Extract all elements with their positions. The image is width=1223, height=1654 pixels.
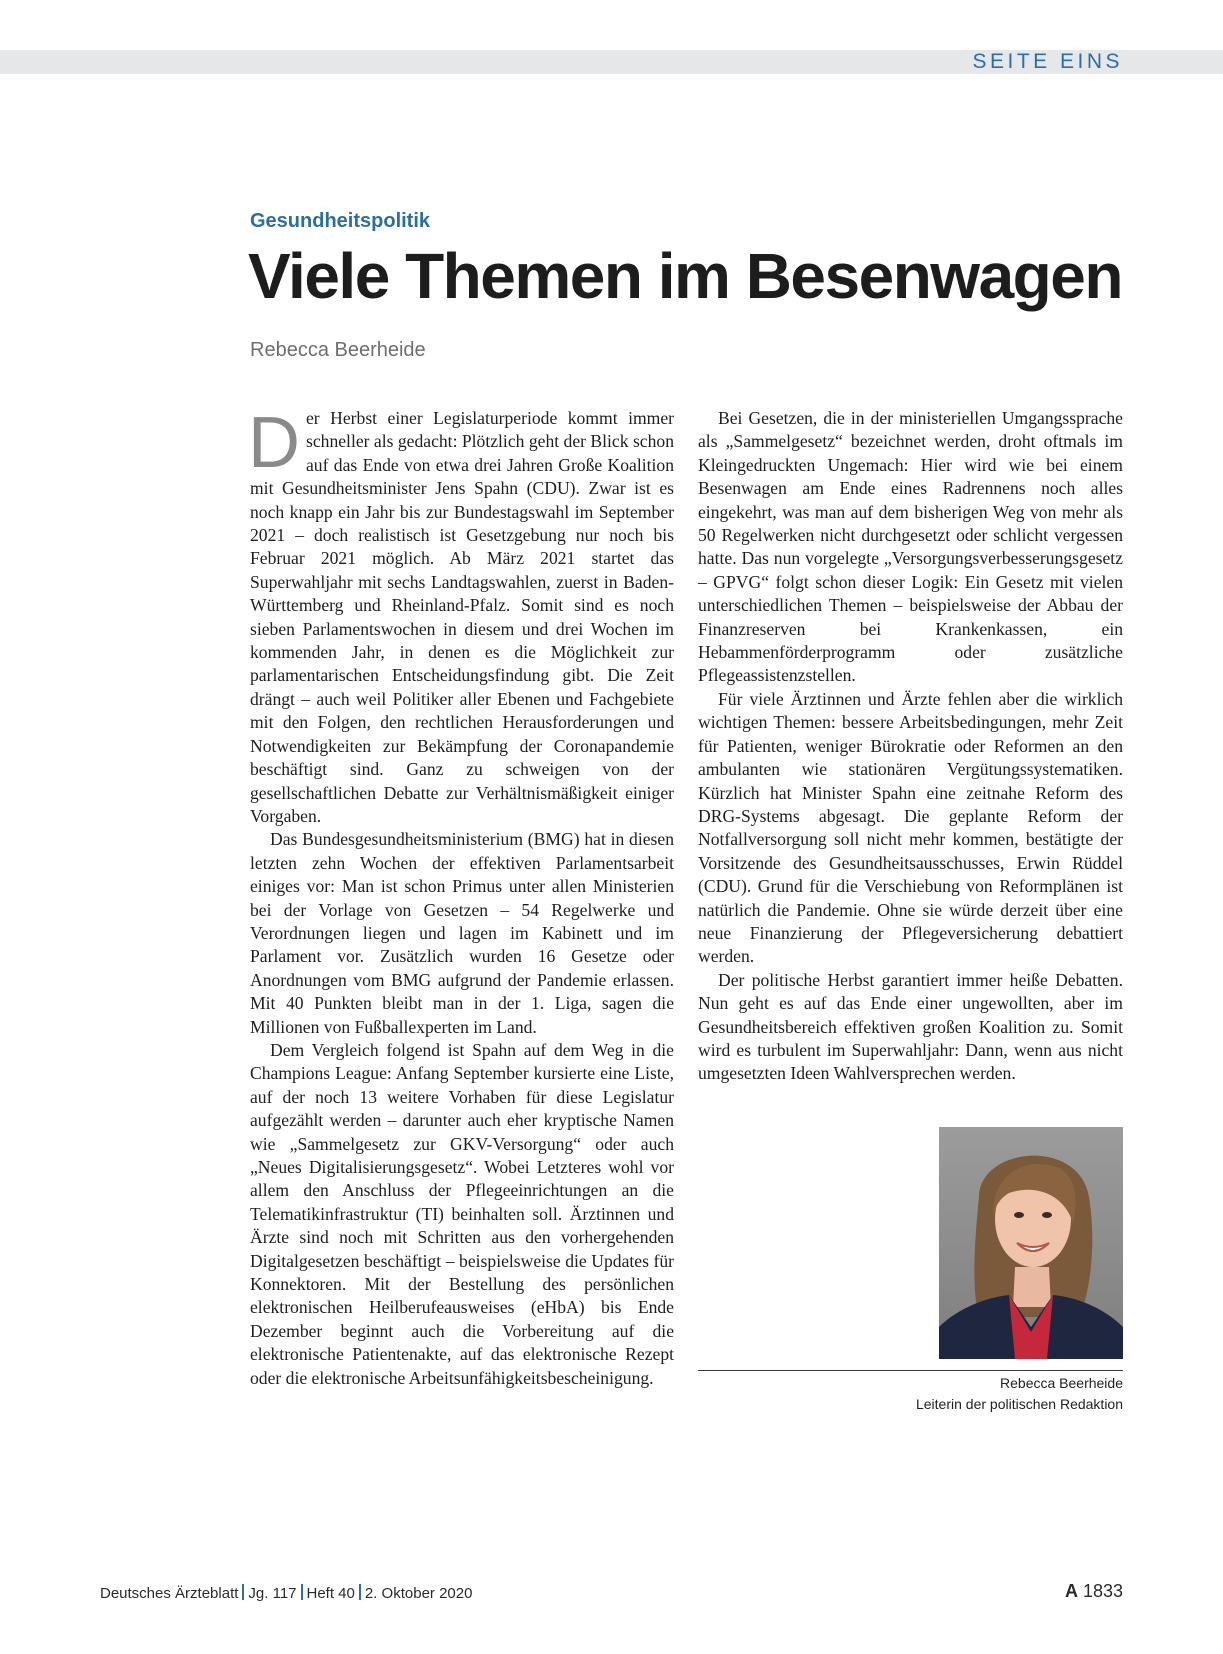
caption-divider — [698, 1370, 1123, 1371]
portrait-illustration — [939, 1127, 1123, 1359]
footer-issue: Heft 40 — [306, 1585, 355, 1602]
article-column-right — [698, 407, 1123, 1086]
author-portrait-photo — [939, 1127, 1123, 1359]
page-number — [1065, 1581, 1123, 1602]
footer-journal: Deutsches Ärzteblatt — [100, 1585, 239, 1602]
article-paragraph: Für viele Ärztinnen und Ärzte fehlen aber die wirklich wichtigen Themen: bessere Arbeitsbedingungen, mehr Zeit für Patienten, weniger Bürokratie oder Reformen an den ambulanten wie stationären Vergütungssystematiken. Kürzlich hat Minister Spahn eine zeitnahe Reform des DRG-Systems abgesagt. Die geplante Reform der Notfallversorgung soll nicht mehr kommen, bestätigte der Vorsitzende des Gesundheitsausschusses, Erwin Rüddel (CDU). Grund für die Verschiebung von Reformplänen ist natürlich die Pandemie. Ohne sie würde derzeit über eine neue Finanzierung der Pflegeversicherung debattiert werden. — [698, 688, 1123, 967]
page-number-value: 1833 — [1082, 1581, 1123, 1601]
footer-date: 2. Oktober 2020 — [364, 1585, 473, 1602]
section-label: SEITE EINS — [972, 50, 1123, 73]
photo-caption-name: Rebecca Beerheide — [1000, 1375, 1123, 1391]
article-paragraph: Bei Gesetzen, die in der ministeriellen Umgangssprache als „Sammelgesetz“ bezeichnet werden, droht oftmals im Kleingedruckten Ungemach: Hier wird wie bei einem Besenwagen am Ende eines Radrennens noch alles eingekehrt, was man auf dem bisherigen Weg von mehr als 50 Regelwerken nicht durchgesetzt oder schlicht vergessen hatte. Das nun vorgelegte „Versorgungsverbesserungsgesetz – GPVG“ folgt schon dieser Logik: Ein Gesetz mit vielen unterschiedlichen Themen – beispielsweise der Abbau der Finanzreserven bei Krankenkassen, ein Hebammenförderprogramm oder zusätzliche Pflegeassistenzstellen. — [698, 408, 1123, 686]
article-author: Rebecca Beerheide — [250, 339, 426, 361]
article-paragraph: Dem Vergleich folgend ist Spahn auf dem Weg in die Champions League: Anfang September kursierte eine Liste, auf der noch 13 weitere Vorhaben für diese Legislatur aufgezählt werden – darunter auch eher kryptische Namen wie „Sammelgesetz zur GKV-Versorgung“ oder auch „Neues Digitalisierungsgesetz“. Wobei Letzteres wohl vor allem den Anschluss der Pflegeeinrichtungen an die Telematikinfrastruktur (TI) beinhalten soll. Ärztinnen und Ärzte sind noch mit Schritten aus den vorhergehenden Digitalgesetzen beschäftigt – beispielsweise die Updates für Konnektoren. Mit der Bestellung des persönlichen elektronischen Heilberufeausweises (eHbA) bis Ende Dezember beginnt auch die Vorbereitung auf die elektronische Patientenakte, auf das elektronische Rezept oder die elektronische Arbeitsunfähigkeitsbescheinigung. — [250, 1039, 674, 1388]
footer-separator — [359, 1584, 361, 1600]
article-rubric: Gesundheitspolitik — [250, 210, 431, 232]
footer-separator — [301, 1584, 303, 1600]
article-paragraph: Der Herbst einer Legislaturperiode kommt immer schneller als gedacht: Plötzlich geht der Blick schon auf das Ende von etwa drei Jahren Große Koalition mit Gesundheitsminister Jens Spahn (CDU). Zwar ist es noch knapp ein Jahr bis zur Bundestagswahl im September 2021 – doch realistisch ist Gesetzgebung nur noch bis Februar 2021 möglich. Ab März 2021 startet das Superwahljahr mit sechs Landtagswahlen, zuerst in Baden-Württemberg und Rheinland-Pfalz. Somit sind es noch sieben Parlamentswochen in diesem und drei Wochen im kommenden Jahr, in denen es die Möglichkeit zur parlamentarischen Entscheidungsfindung gibt. Die Zeit drängt – auch weil Politiker aller Ebenen und Fachgebiete mit den Folgen, den rechtlichen Herausforderungen und Notwendigkeiten zur Bekämpfung der Coronapandemie beschäftigt sind. Ganz zu schweigen von der gesellschaftlichen Debatte zur Verhältnismäßigkeit einiger Vorgaben. — [248, 403, 674, 826]
drop-cap: D — [248, 403, 300, 483]
page-prefix: A — [1064, 1581, 1078, 1601]
footer-separator — [242, 1584, 244, 1600]
article-paragraph: Der politische Herbst garantiert immer heiße Debatten. Nun geht es auf das Ende einer ungewollten, aber im Gesundheitsbereich effektiven großen Koalition zu. Somit wird es turbulent im Superwahljahr: Dann, wenn aus nicht umgesetzten Ideen Wahlversprechen werden. — [698, 969, 1123, 1084]
article-paragraph: Das Bundesgesundheitsministerium (BMG) hat in diesen letzten zehn Wochen der effektiven Parlamentsarbeit einiges vor: Man ist schon Primus unter allen Ministerien bei der Vorlage von Gesetzen – 54 Regelwerke und Verordnungen liegen und lagen im Kabinett und im Parlament vor. Zusätzlich wurden 16 Gesetze oder Anordnungen vom BMG aufgrund der Pandemie erlassen. Mit 40 Punkten bleibt man in der 1. Liga, sagen die Millionen von Fußballexperten im Land. — [250, 829, 674, 1037]
footer-citation — [100, 1584, 472, 1602]
article-headline: Viele Themen im Besenwagen — [248, 240, 1122, 312]
footer-volume: Jg. 117 — [248, 1585, 297, 1602]
photo-caption-role: Leiterin der politischen Redaktion — [915, 1396, 1123, 1412]
article-column-left — [248, 403, 674, 1390]
